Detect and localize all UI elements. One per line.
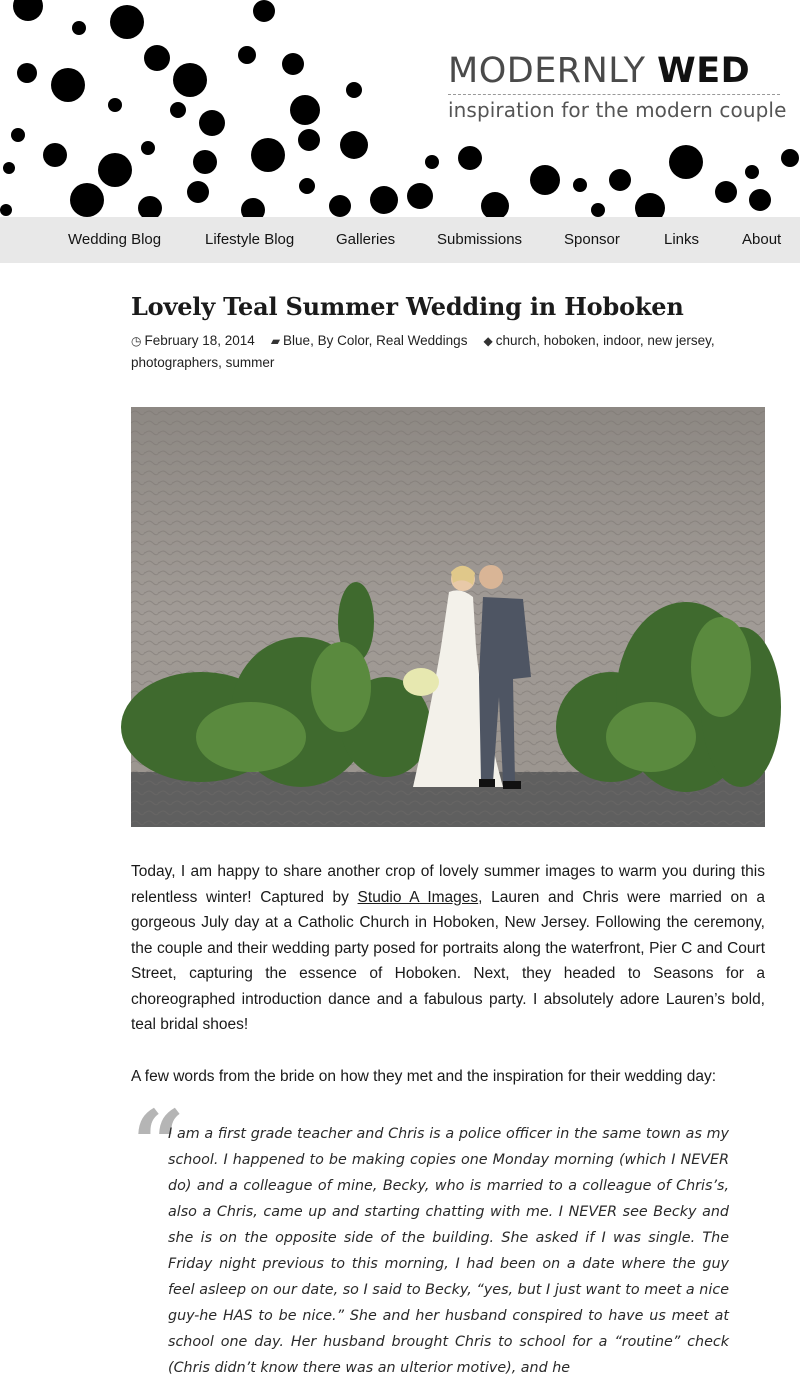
post-photo[interactable] bbox=[131, 407, 765, 827]
post-date bbox=[131, 333, 255, 348]
tag-link[interactable]: church bbox=[495, 333, 537, 348]
post-header bbox=[131, 290, 765, 374]
nav-galleries[interactable]: Galleries bbox=[336, 231, 396, 248]
nav-about[interactable]: About bbox=[742, 231, 782, 248]
quote-intro: A few words from the bride on how they met and the inspiration for their wedding day: bbox=[131, 1068, 717, 1085]
site-tagline: inspiration for the modern couple bbox=[448, 98, 787, 122]
nav-lifestyle-blog[interactable]: Lifestyle Blog bbox=[205, 231, 295, 248]
site-title bbox=[448, 52, 788, 90]
clock-icon: ◷ bbox=[131, 334, 142, 348]
post-meta bbox=[131, 330, 765, 374]
tag-link[interactable]: summer bbox=[225, 355, 275, 370]
site-title-bold: WED bbox=[657, 51, 751, 91]
post-tags: ◆ church, hoboken, indoor, new jersey, photographers, summer bbox=[131, 333, 715, 370]
post-categories: ▰ Blue, By Color, Real Weddings bbox=[271, 333, 468, 348]
paragraph-text: Today, I am happy to share another crop of lovely summer images to warm you during this relentless winter! Captured by bbox=[131, 863, 765, 906]
nav-submissions[interactable]: Submissions bbox=[437, 231, 523, 248]
post-date-link[interactable]: February 18, 2014 bbox=[144, 333, 255, 348]
tag-link[interactable]: hoboken bbox=[543, 333, 596, 348]
quote-mark-icon: “ bbox=[132, 1090, 185, 1198]
post-paragraph bbox=[131, 859, 765, 1038]
site-logo[interactable] bbox=[448, 52, 788, 122]
tag-link[interactable]: photographers bbox=[131, 355, 219, 370]
photographer-link[interactable]: Studio A Images bbox=[357, 888, 479, 906]
folder-icon: ▰ bbox=[270, 334, 281, 348]
nav-sponsor[interactable]: Sponsor bbox=[564, 231, 620, 248]
site-title-light: MODERNLY bbox=[448, 51, 658, 91]
bride-quote: I am a first grade teacher and Chris is a police officer in the same town as my school. I happened to be making copies one Monday morning (which I NEVER do) and a colleague of mine, Becky, who is married to a colleague of Chris’s, also a Chris, came up and starting chatting with me. I NEVER see Becky and she is on the opposite side of the building. She asked if I was single. The Friday night previous to this morning, I had been on a date where the guy feel asleep on our date, so I said to Becky, “yes, but I just want to meet a nice guy-he HAS to be nice.” She and her husband conspired to have us meet at school one day. Her husband brought Chris to school for a “routine” check (Chris didn’t know there was an ulterior motive), and he bbox=[168, 1126, 729, 1376]
site-header bbox=[0, 0, 800, 217]
category-link[interactable]: Blue bbox=[283, 333, 311, 348]
tag-link[interactable]: indoor bbox=[603, 333, 640, 348]
logo-divider bbox=[448, 94, 780, 95]
category-link[interactable]: By Color bbox=[317, 333, 369, 348]
nav-links[interactable]: Links bbox=[664, 231, 700, 248]
category-link[interactable]: Real Weddings bbox=[376, 333, 468, 348]
tag-link[interactable]: new jersey bbox=[647, 333, 711, 348]
main-nav bbox=[0, 217, 800, 263]
paragraph-text: , Lauren and Chris were married on a gorgeous July day at a Catholic Church in Hoboken, New Jersey. Following the ceremony, the couple and their wedding party posed for portraits along the waterfront, Pier C and Court Street, capturing the essence of Hoboken. Next, they headed to Seasons for a choreographed introduction dance and a fabulous party. I absolutely adore Lauren’s bold, teal bridal shoes! bbox=[131, 888, 765, 1033]
nav-wedding-blog[interactable]: Wedding Blog bbox=[68, 231, 162, 248]
post-title[interactable]: Lovely Teal Summer Wedding in Hoboken bbox=[131, 292, 684, 321]
tag-icon: ◆ bbox=[483, 334, 493, 348]
wedding-photo bbox=[131, 407, 765, 827]
